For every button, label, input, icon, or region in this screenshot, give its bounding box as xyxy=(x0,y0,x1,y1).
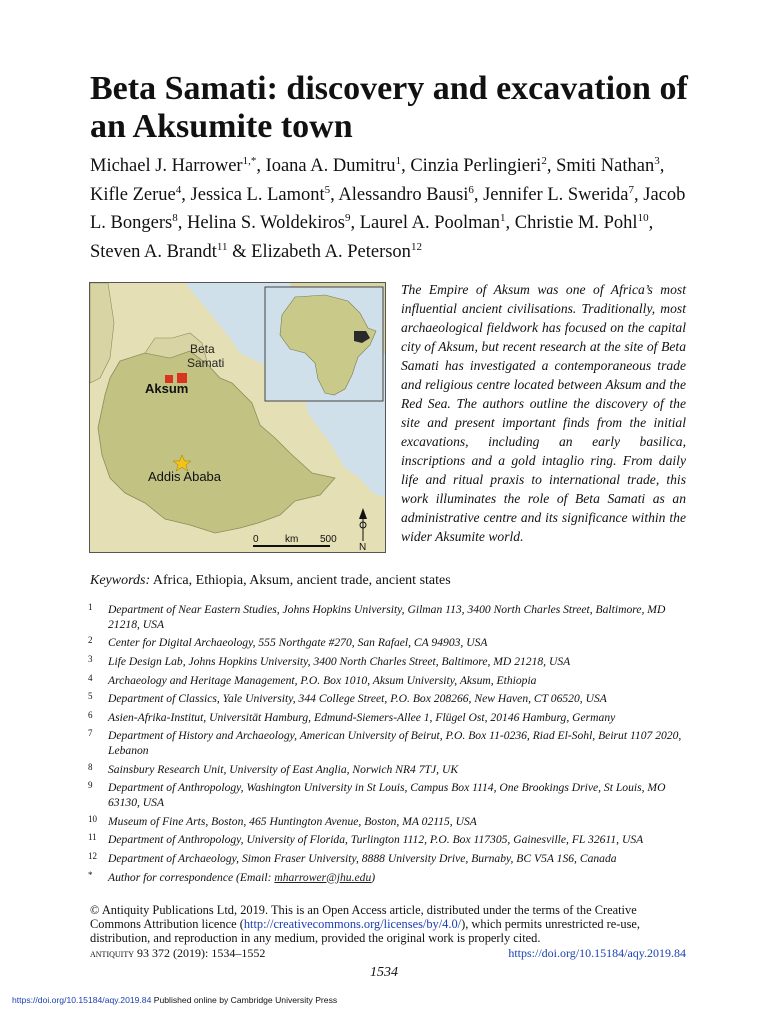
author-affiliation-marker: 8 xyxy=(172,212,178,225)
journal-name: antiquity xyxy=(90,946,134,960)
affiliation-item xyxy=(88,636,688,651)
author-separator: , xyxy=(505,213,515,234)
footer-doi-link[interactable]: https://doi.org/10.15184/aqy.2019.84 xyxy=(12,995,152,1005)
author-list xyxy=(90,150,700,265)
affiliation-text: Museum of Fine Arts, Boston, 465 Huntington Avenue, Boston, MA 02115, USA xyxy=(108,814,477,828)
author-affiliation-marker: 4 xyxy=(175,183,182,196)
license-notice xyxy=(90,903,686,945)
license-link[interactable]: http://creativecommons.org/licenses/by/4.0/ xyxy=(243,917,462,931)
author-name: Jessica L. Lamont xyxy=(190,184,325,205)
abstract xyxy=(401,280,686,546)
author-name: Kifle Zerue xyxy=(90,184,176,205)
affiliation-number: 7 xyxy=(88,728,93,739)
author-separator: , xyxy=(546,156,557,177)
correspondence-note xyxy=(88,871,688,886)
affiliation-item xyxy=(88,674,688,689)
affiliation-number: 5 xyxy=(88,691,93,702)
footer xyxy=(12,995,337,1005)
author-name: Smiti Nathan xyxy=(556,156,655,177)
north-label: N xyxy=(359,542,367,553)
author-separator: , xyxy=(181,184,191,205)
map-graphic xyxy=(90,283,386,553)
location-map xyxy=(89,282,386,553)
author-name: Laurel A. Poolman xyxy=(359,213,500,234)
correspondence-marker: * xyxy=(88,869,93,880)
author-affiliation-marker: 12 xyxy=(410,240,422,253)
author-separator: , xyxy=(330,184,339,205)
affiliation-number: 11 xyxy=(88,832,97,843)
author-separator: , xyxy=(401,156,411,177)
correspondence-email[interactable]: mharrower@jhu.edu xyxy=(274,870,372,884)
author-affiliation-marker: 9 xyxy=(344,212,351,225)
author-name: Michael J. Harrower xyxy=(90,156,243,177)
affiliation-item xyxy=(88,815,688,830)
affiliation-text: Asien-Afrika-Institut, Universität Hamburg, Edmund-Siemers-Allee 1, Flügel Ost, 20146 Hamburg, Germany xyxy=(108,710,616,724)
affiliation-number: 3 xyxy=(88,653,93,664)
author-name: Cinzia Perlingieri xyxy=(410,156,542,177)
citation-details: 93 372 (2019): 1534–1552 xyxy=(137,946,266,960)
author-separator: , xyxy=(634,184,644,205)
affiliation-text: Sainsbury Research Unit, University of East Anglia, Norwich NR4 7TJ, UK xyxy=(108,762,459,776)
affiliation-item xyxy=(88,655,688,670)
label-addis-ababa: Addis Ababa xyxy=(148,469,222,484)
affiliation-item xyxy=(88,833,688,848)
author-separator: , xyxy=(177,213,187,234)
affiliation-number: 10 xyxy=(88,813,97,824)
affiliation-number: 8 xyxy=(88,761,93,772)
scale-500: 500 xyxy=(320,534,337,545)
author-affiliation-marker: 3 xyxy=(654,155,660,167)
scale-zero: 0 xyxy=(253,534,259,545)
affiliation-number: 4 xyxy=(88,672,93,683)
affiliation-text: Department of Classics, Yale University, 344 College Street, P.O. Box 208266, New Haven, CT 06520, USA xyxy=(108,692,607,706)
author-name: & Elizabeth A. Peterson xyxy=(232,242,411,263)
affiliation-text: Department of Near Eastern Studies, Johns Hopkins University, Gilman 113, 3400 North Charles Street, Baltimore, MD 21218, USA xyxy=(108,603,666,631)
author-separator: , xyxy=(659,156,665,177)
author-affiliation-marker: 7 xyxy=(628,183,634,196)
affiliation-item xyxy=(88,763,688,778)
author-affiliation-marker: 5 xyxy=(324,183,331,196)
affiliation-item xyxy=(88,852,688,867)
affiliation-number: 2 xyxy=(88,635,93,646)
author-separator: , xyxy=(350,213,360,234)
license-post: ), which permits unrestricted re-use, distribution, and reproduction in any medium, provided the original work is properly cited. xyxy=(90,917,641,945)
affiliation-text: Department of Anthropology, University of Florida, Turlington 1112, P.O. Box 117305, Gainesville, FL 32611, USA xyxy=(108,833,644,847)
page-number: 1534 xyxy=(370,965,398,980)
affiliation-number: 1 xyxy=(88,602,93,612)
author-separator: , xyxy=(473,184,484,205)
author-name: Steven A. Brandt xyxy=(90,242,217,263)
abstract-text: The Empire of Aksum was one of Africa’s most influential ancient civilisations. Traditionally, most archaeological fieldwork has focused on the capital city of Aksum, but recent research at the site of Beta Samati has investigated a contemporaneous trade and religious centre located between Aksum and the Red Sea. The authors outline the discovery of the site and present important finds from the initial excavations, including an early basilica, inscriptions and a gold intaglio ring. From daily life and ritual praxis to international trade, this work illuminates the role of Beta Samati as an administrative centre and its significance within the wider Aksumite world. xyxy=(401,282,686,544)
affiliation-number: 6 xyxy=(88,709,93,720)
affiliation-text: Life Design Lab, Johns Hopkins University, 3400 North Charles Street, Baltimore, MD 21218, USA xyxy=(108,654,571,668)
author-affiliation-marker: 6 xyxy=(468,183,474,196)
author-name: Christie M. Pohl xyxy=(514,213,638,234)
author-affiliation-marker: 1 xyxy=(395,155,402,167)
affiliation-number: 9 xyxy=(88,780,93,791)
affiliation-item xyxy=(88,711,688,726)
affiliation-text: Department of Anthropology, Washington University in St Louis, Campus Box 1114, One Brookings Drive, St Louis, MO 63130, USA xyxy=(108,781,666,810)
author-separator: , xyxy=(648,213,654,234)
author-affiliation-marker: 10 xyxy=(637,212,649,225)
affiliation-text: Center for Digital Archaeology, 555 Northgate #270, San Rafael, CA 94903, USA xyxy=(108,636,488,650)
label-samati: Samati xyxy=(187,356,225,370)
affiliation-item xyxy=(88,603,688,633)
affiliation-text: Department of History and Archaeology, American University of Beirut, P.O. Box 11-0236, Riad El-Sohl, Beirut 1107 2020, Lebanon xyxy=(108,729,682,758)
affiliation-number: 12 xyxy=(88,850,97,861)
author-affiliation-marker: 1 xyxy=(499,212,506,225)
author-affiliation-marker: 2 xyxy=(541,155,547,167)
author-name: Jacob L. Bongers xyxy=(90,184,686,234)
author-affiliation-marker: 1,* xyxy=(242,155,257,167)
affiliation-list xyxy=(88,603,688,889)
correspondence-prefix: Author for correspondence (Email: xyxy=(108,870,275,884)
affiliation-text: Department of Archaeology, Simon Fraser University, 8888 University Drive, Burnaby, BC V5A 1S6, Canada xyxy=(108,851,617,865)
author-name: Ioana A. Dumitru xyxy=(265,156,396,177)
author-separator: , xyxy=(256,156,266,177)
footer-text: Published online by Cambridge University Press xyxy=(151,995,338,1005)
citation xyxy=(90,946,686,960)
keywords-label: Keywords: xyxy=(90,573,151,588)
affiliation-item xyxy=(88,781,688,811)
license-pre: © Antiquity Publications Ltd, 2019. This is an Open Access article, distributed under the terms of the Creative Commons Attribution licence ( xyxy=(90,903,637,931)
doi-link[interactable]: https://doi.org/10.15184/aqy.2019.84 xyxy=(508,946,686,960)
author-name: Alessandro Bausi xyxy=(338,184,469,205)
affiliation-item xyxy=(88,692,688,707)
correspondence-suffix: ) xyxy=(371,870,376,884)
keywords xyxy=(90,573,451,589)
scale-unit: km xyxy=(285,534,299,545)
article-title: Beta Samati: discovery and excavation of an Aksumite town xyxy=(90,70,688,145)
label-aksum: Aksum xyxy=(145,381,189,396)
keywords-text: Africa, Ethiopia, Aksum, ancient trade, ancient states xyxy=(152,573,451,588)
author-name: Helina S. Woldekiros xyxy=(186,213,345,234)
author-affiliation-marker: 11 xyxy=(216,240,228,253)
affiliation-item xyxy=(88,729,688,759)
affiliation-text: Archaeology and Heritage Management, P.O. Box 1010, Aksum University, Aksum, Ethiopia xyxy=(108,673,537,687)
label-beta: Beta xyxy=(190,342,215,356)
author-name: Jennifer L. Swerida xyxy=(483,184,629,205)
